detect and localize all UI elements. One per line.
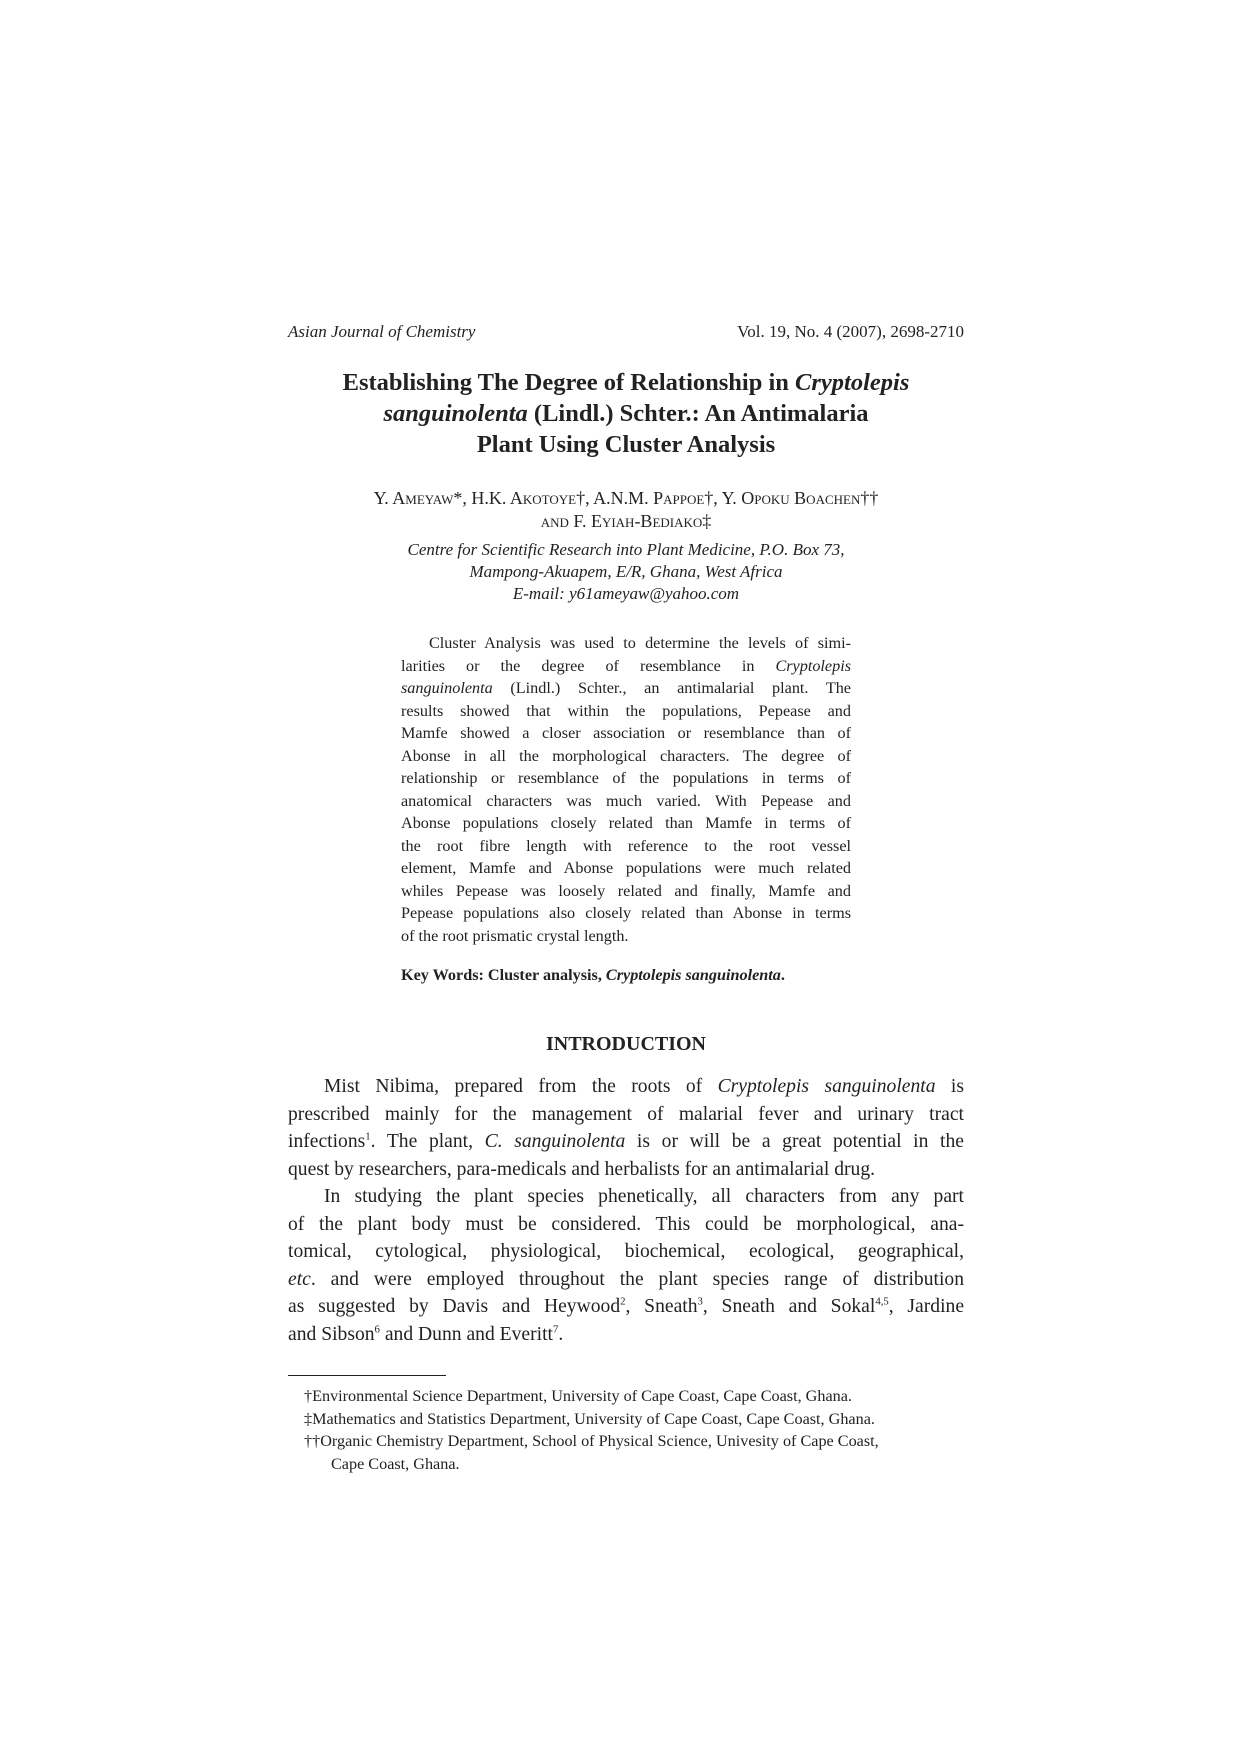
keywords-end: .: [780, 966, 785, 984]
title-line-1: [288, 367, 964, 398]
paper-title: [288, 367, 964, 460]
species-name: C. sanguinolenta: [484, 1131, 626, 1152]
body-line: [288, 1266, 964, 1294]
affiliation-line-2: Mampong-Akuapem, E/R, Ghana, West Africa: [469, 562, 783, 581]
body-italic: etc: [288, 1268, 311, 1290]
authors-line-1: Y. Ameyaw*, H.K. Akotoye†, A.N.M. Pappoe†, Y. Opoku Boachen††: [373, 488, 879, 508]
body-line: of the plant body must be considered. This could be morphological, ana-: [288, 1213, 964, 1235]
abstract: [401, 632, 851, 947]
body-line: [288, 1293, 964, 1321]
abstract-line: the root fibre length with reference to the root vessel: [401, 836, 851, 855]
title-line-3: Plant Using Cluster Analysis: [476, 431, 776, 458]
abstract-text: larities or the degree of resemblance in: [401, 656, 776, 675]
abstract-line: Abonse in all the morphological characters. The degree of: [401, 746, 851, 765]
author-list: [288, 487, 964, 533]
body-text: and Sibson: [288, 1323, 375, 1345]
abstract-line: anatomical characters was much varied. With Pepease and: [401, 791, 851, 810]
body-text: infections: [288, 1131, 366, 1152]
body-text: is or will be a great potential in the: [625, 1131, 964, 1152]
body-line: quest by researchers, para-medicals and herbalists for an antimalarial drug.: [288, 1158, 876, 1180]
abstract-line: Abonse populations closely related than Mamfe in terms of: [401, 814, 851, 832]
title-text: (Lindl.) Schter.: An Antimalaria: [527, 400, 869, 427]
abstract-line: Pepease populations also closely related than Abonse in terms: [401, 904, 851, 922]
body-text: . and were employed throughout the plant species range of distribution: [310, 1268, 964, 1290]
abstract-line: [401, 655, 851, 678]
abstract-line: whiles Pepease was loosely related and finally, Mamfe and: [401, 881, 851, 900]
affiliation: [288, 539, 964, 605]
citation-ref: 3: [697, 1295, 703, 1308]
abstract-line: Cluster Analysis was used to determine the levels of simi-: [429, 634, 851, 652]
running-head: [288, 322, 964, 342]
abstract-genus: Cryptolepis: [775, 656, 851, 675]
footnote: †Environmental Science Department, University of Cape Coast, Cape Coast, Ghana.: [304, 1387, 852, 1405]
volume-info: Vol. 19, No. 4 (2007), 2698-2710: [737, 322, 964, 341]
body-text: Mist Nibima, prepared from the roots of: [324, 1076, 718, 1097]
body-text: is: [935, 1076, 964, 1097]
footnote-continuation: Cape Coast, Ghana.: [331, 1454, 460, 1473]
body-text: , Jardine: [888, 1296, 965, 1317]
body-line: [288, 1128, 964, 1156]
keywords-label: Key Words: Cluster analysis,: [401, 966, 606, 984]
keywords-term: Cryptolepis sanguinolenta: [605, 966, 781, 984]
body-text: .: [558, 1323, 564, 1345]
citation-ref: 1: [365, 1130, 371, 1143]
abstract-text: (Lindl.) Schter., an antimalarial plant. The: [492, 679, 851, 697]
abstract-line: relationship or resemblance of the populations in terms of: [401, 769, 851, 787]
journal-name: Asian Journal of Chemistry: [288, 322, 476, 341]
body-text: , Sneath and Sokal: [702, 1296, 876, 1317]
email: E-mail: y61ameyaw@yahoo.com: [512, 584, 740, 603]
authors-line-2: and F. Eyiah-Bediako‡: [540, 511, 712, 531]
footnote: ††Organic Chemistry Department, School of Physical Science, Univesity of Cape Coast,: [304, 1432, 879, 1450]
introduction-body: [288, 1073, 964, 1348]
footnotes: [304, 1385, 964, 1475]
body-line: [288, 1321, 964, 1349]
title-genus: Cryptolepis: [795, 369, 910, 396]
footnote-divider: [288, 1375, 446, 1376]
abstract-line: [401, 677, 851, 700]
section-heading-introduction: INTRODUCTION: [545, 1033, 707, 1055]
citation-ref: 7: [552, 1322, 559, 1335]
citation-ref: 6: [374, 1322, 380, 1335]
body-line: In studying the plant species phenetically, all characters from any part: [324, 1186, 964, 1207]
abstract-line: Mamfe showed a closer association or resemblance than of: [401, 724, 851, 742]
body-line: prescribed mainly for the management of malarial fever and urinary tract: [288, 1103, 964, 1125]
abstract-line: results showed that within the populations, Pepease and: [401, 701, 851, 720]
body-line: tomical, cytological, physiological, biochemical, ecological, geographical,: [288, 1241, 964, 1262]
abstract-line: of the root prismatic crystal length.: [401, 926, 629, 945]
abstract-line: element, Mamfe and Abonse populations were much related: [401, 859, 851, 877]
title-species: sanguinolenta: [383, 400, 528, 427]
keywords: [401, 966, 851, 985]
body-text: and Dunn and Everitt: [379, 1323, 553, 1345]
footnote: ‡Mathematics and Statistics Department, University of Cape Coast, Cape Coast, Ghana.: [304, 1409, 875, 1428]
citation-ref: 4,5: [875, 1295, 889, 1308]
body-line: [288, 1073, 964, 1101]
species-name: Cryptolepis sanguinolenta: [717, 1076, 936, 1097]
affiliation-line-1: Centre for Scientific Research into Plant Medicine, P.O. Box 73,: [407, 540, 845, 559]
title-line-2: [288, 398, 964, 429]
title-text: Establishing The Degree of Relationship in: [342, 369, 796, 396]
body-text: as suggested by Davis and Heywood: [288, 1296, 621, 1317]
abstract-species: sanguinolenta: [401, 679, 493, 697]
citation-ref: 2: [620, 1295, 626, 1308]
body-text: . The plant,: [370, 1131, 485, 1152]
body-text: , Sneath: [625, 1296, 698, 1317]
